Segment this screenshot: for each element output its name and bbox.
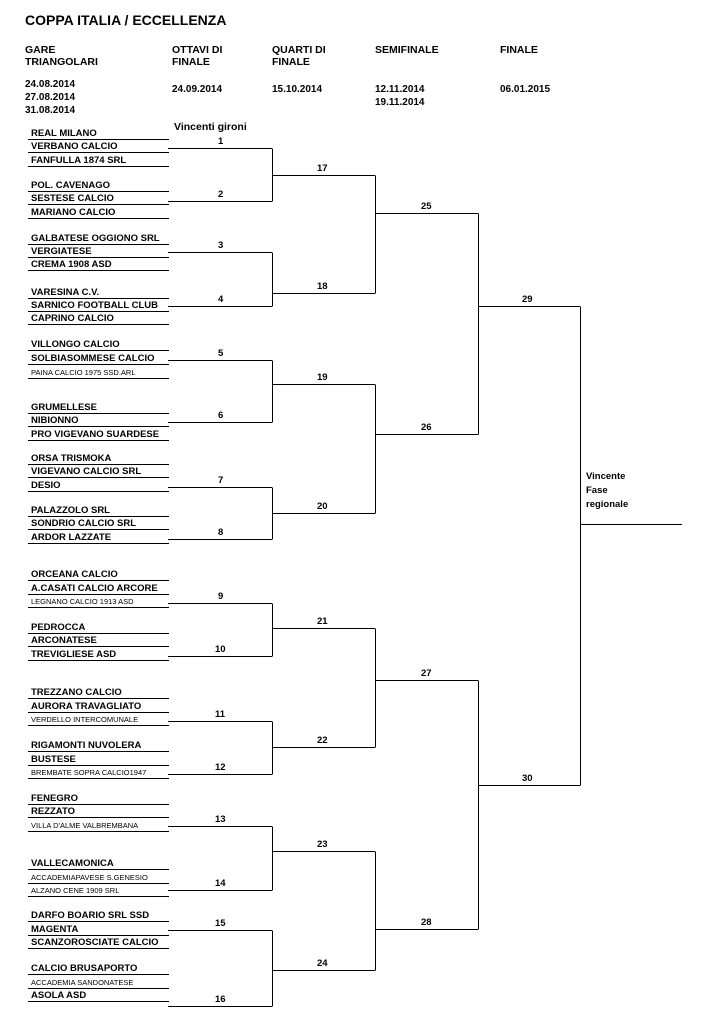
match-number: 9 bbox=[218, 591, 224, 602]
team-name: PALAZZOLO SRL bbox=[31, 505, 110, 516]
match-number: 8 bbox=[218, 527, 224, 538]
vincenti-gironi-label: Vincenti gironi bbox=[174, 121, 247, 133]
team-name: ACCADEMIA SANDONATESE bbox=[31, 978, 134, 987]
team-name: VILLONGO CALCIO bbox=[31, 339, 120, 350]
match-number: 18 bbox=[317, 281, 328, 292]
match-number: 27 bbox=[421, 668, 432, 679]
team-name: VIGEVANO CALCIO SRL bbox=[31, 466, 142, 477]
team-name: MAGENTA bbox=[31, 924, 79, 935]
match-number: 12 bbox=[215, 762, 226, 773]
header-ottavi-line1: OTTAVI DI bbox=[172, 44, 223, 56]
team-name: VALLECAMONICA bbox=[31, 858, 114, 869]
match-number: 13 bbox=[215, 814, 226, 825]
match-number: 23 bbox=[317, 839, 328, 850]
team-name: PRO VIGEVANO SUARDESE bbox=[31, 429, 160, 440]
team-name: ASOLA ASD bbox=[31, 990, 87, 1001]
match-number: 28 bbox=[421, 917, 432, 928]
match-number: 17 bbox=[317, 163, 328, 174]
team-name: FANFULLA 1874 SRL bbox=[31, 155, 127, 166]
team-name: VARESINA C.V. bbox=[31, 287, 100, 298]
match-number: 7 bbox=[218, 475, 224, 486]
match-number: 29 bbox=[522, 294, 533, 305]
team-name: CREMA 1908 ASD bbox=[31, 259, 112, 270]
team-name: BREMBATE SOPRA CALCIO1947 bbox=[31, 768, 147, 777]
match-number: 20 bbox=[317, 501, 328, 512]
match-number: 6 bbox=[218, 410, 224, 421]
team-name: GRUMELLESE bbox=[31, 402, 97, 413]
team-name: SCANZOROSCIATE CALCIO bbox=[31, 937, 159, 948]
team-name: PEDROCCA bbox=[31, 622, 86, 633]
header-gare-line2: TRIANGOLARI bbox=[25, 56, 98, 68]
team-name: GALBATESE OGGIONO SRL bbox=[31, 233, 160, 244]
match-number: 21 bbox=[317, 616, 328, 627]
team-name: LEGNANO CALCIO 1913 ASD bbox=[31, 597, 134, 606]
header-semifinale: SEMIFINALE bbox=[375, 44, 439, 56]
match-number: 22 bbox=[317, 735, 328, 746]
date-gare-3: 31.08.2014 bbox=[25, 105, 76, 116]
match-number: 15 bbox=[215, 918, 226, 929]
match-number: 2 bbox=[218, 189, 224, 200]
date-gare-2: 27.08.2014 bbox=[25, 92, 76, 103]
header-finale: FINALE bbox=[500, 44, 538, 56]
team-name: REZZATO bbox=[31, 806, 75, 817]
header-quarti-line2: FINALE bbox=[272, 56, 310, 68]
match-number: 16 bbox=[215, 994, 226, 1005]
team-name: AURORA TRAVAGLIATO bbox=[31, 701, 142, 712]
team-name: VERGIATESE bbox=[31, 246, 92, 257]
team-name: TREZZANO CALCIO bbox=[31, 687, 122, 698]
team-name: PAINA CALCIO 1975 SSD.ARL bbox=[31, 368, 136, 377]
team-name: POL. CAVENAGO bbox=[31, 180, 110, 191]
team-name: DESIO bbox=[31, 480, 61, 491]
header-ottavi-line2: FINALE bbox=[172, 56, 210, 68]
winner-line2: Fase bbox=[586, 485, 608, 496]
match-number: 19 bbox=[317, 372, 328, 383]
team-name: ACCADEMIAPAVESE S.GENESIO bbox=[31, 873, 148, 882]
team-name: ARCONATESE bbox=[31, 635, 97, 646]
team-name: BUSTESE bbox=[31, 754, 76, 765]
team-name: ORSA TRISMOKA bbox=[31, 453, 112, 464]
match-number: 10 bbox=[215, 644, 226, 655]
team-name: MARIANO CALCIO bbox=[31, 207, 116, 218]
team-name: DARFO BOARIO SRL SSD bbox=[31, 910, 150, 921]
team-name: SOLBIASOMMESE CALCIO bbox=[31, 353, 155, 364]
match-number: 26 bbox=[421, 422, 432, 433]
team-name: RIGAMONTI NUVOLERA bbox=[31, 740, 142, 751]
team-name: ORCEANA CALCIO bbox=[31, 569, 118, 580]
match-number: 14 bbox=[215, 878, 226, 889]
match-number: 3 bbox=[218, 240, 224, 251]
team-name: FENEGRO bbox=[31, 793, 78, 804]
match-number: 1 bbox=[218, 136, 224, 147]
header-gare-line1: GARE bbox=[25, 44, 56, 56]
header-quarti-line1: QUARTI DI bbox=[272, 44, 326, 56]
team-name: VILLA D'ALME VALBREMBANA bbox=[31, 821, 139, 830]
winner-line1: Vincente bbox=[586, 471, 626, 482]
date-quarti: 15.10.2014 bbox=[272, 84, 323, 95]
date-semifinale-2: 19.11.2014 bbox=[375, 97, 425, 108]
team-name: A.CASATI CALCIO ARCORE bbox=[31, 583, 158, 594]
team-name: VERBANO CALCIO bbox=[31, 141, 118, 152]
match-number: 24 bbox=[317, 958, 328, 969]
match-number: 11 bbox=[215, 709, 226, 720]
date-semifinale-1: 12.11.2014 bbox=[375, 84, 425, 95]
team-name: NIBIONNO bbox=[31, 415, 79, 426]
match-number: 4 bbox=[218, 294, 224, 305]
date-finale: 06.01.2015 bbox=[500, 84, 551, 95]
team-name: REAL MILANO bbox=[31, 128, 97, 139]
match-number: 30 bbox=[522, 773, 533, 784]
team-name: SARNICO FOOTBALL CLUB bbox=[31, 300, 159, 311]
team-name: CAPRINO CALCIO bbox=[31, 313, 114, 324]
team-name: TREVIGLIESE ASD bbox=[31, 649, 117, 660]
team-name: ALZANO CENE 1909 SRL bbox=[31, 886, 120, 895]
winner-line3: regionale bbox=[586, 499, 629, 510]
team-name: SESTESE CALCIO bbox=[31, 193, 114, 204]
date-gare-1: 24.08.2014 bbox=[25, 79, 76, 90]
date-ottavi: 24.09.2014 bbox=[172, 84, 223, 95]
team-name: VERDELLO INTERCOMUNALE bbox=[31, 715, 139, 724]
match-number: 5 bbox=[218, 348, 224, 359]
winner-label bbox=[586, 470, 628, 512]
team-name: SONDRIO CALCIO SRL bbox=[31, 518, 137, 529]
page-title: COPPA ITALIA / ECCELLENZA bbox=[25, 12, 227, 28]
match-number: 25 bbox=[421, 201, 432, 212]
team-name: CALCIO BRUSAPORTO bbox=[31, 963, 138, 974]
team-name: ARDOR LAZZATE bbox=[31, 532, 112, 543]
